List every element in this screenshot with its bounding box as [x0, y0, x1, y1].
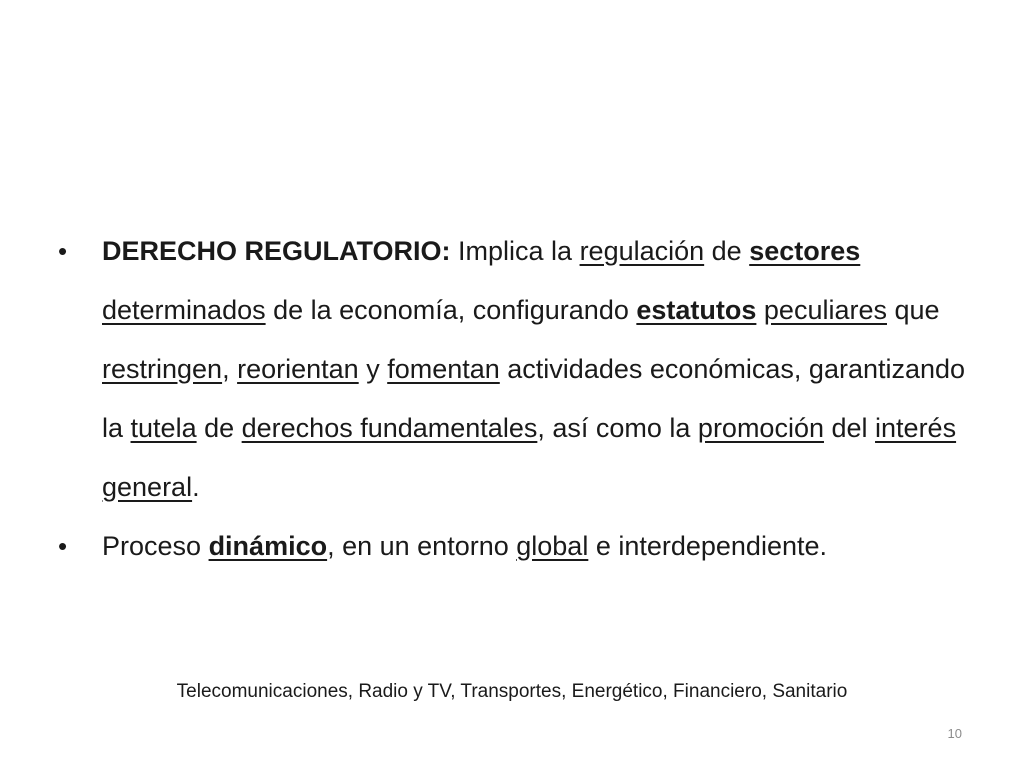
text-fragment: , en un entorno [327, 531, 517, 561]
underlined-term: interés general [102, 413, 957, 502]
text-fragment: de [704, 236, 750, 266]
underlined-term: determinados [102, 295, 266, 325]
underlined-term: promoción [697, 413, 824, 443]
bold-underlined-term: dinámico [208, 531, 328, 561]
underlined-term: derechos fundamentales [241, 413, 538, 443]
text-fragment: Implica la [450, 236, 580, 266]
slide-number: 10 [947, 726, 962, 741]
text-fragment: y [358, 354, 388, 384]
underlined-term: global [516, 531, 589, 561]
text-fragment: del [823, 413, 876, 443]
bold-underlined-term: estatutos [636, 295, 757, 325]
bold-underlined-term: sectores [749, 236, 861, 266]
text-fragment: . [192, 472, 200, 502]
underlined-term: peculiares [763, 295, 887, 325]
underlined-term: fomentan [387, 354, 500, 384]
text-fragment: actividades económicas, garantizando la [102, 354, 966, 443]
underlined-term: restringen [102, 354, 223, 384]
text-fragment: e interdependiente. [588, 531, 828, 561]
bullet-item-proceso-dinamico [58, 517, 988, 576]
text-fragment: de la economía, configurando [265, 295, 637, 325]
underlined-term: tutela [130, 413, 197, 443]
sectors-footnote: Telecomunicaciones, Radio y TV, Transportes, Energético, Financiero, Sanitario [176, 681, 848, 702]
bullet-marker: • [58, 531, 68, 561]
bullet-list [58, 222, 988, 576]
text-fragment: de [196, 413, 242, 443]
term-heading: DERECHO REGULATORIO: [102, 236, 451, 266]
text-fragment: , [222, 354, 238, 384]
text-fragment: que [886, 295, 940, 325]
text-fragment: Proceso [102, 531, 209, 561]
underlined-term: regulación [579, 236, 705, 266]
text-fragment [756, 295, 764, 325]
text-fragment: , así como la [537, 413, 698, 443]
bullet-marker: • [58, 236, 68, 266]
bullet-item-derecho-regulatorio [58, 222, 988, 517]
underlined-term: reorientan [237, 354, 359, 384]
